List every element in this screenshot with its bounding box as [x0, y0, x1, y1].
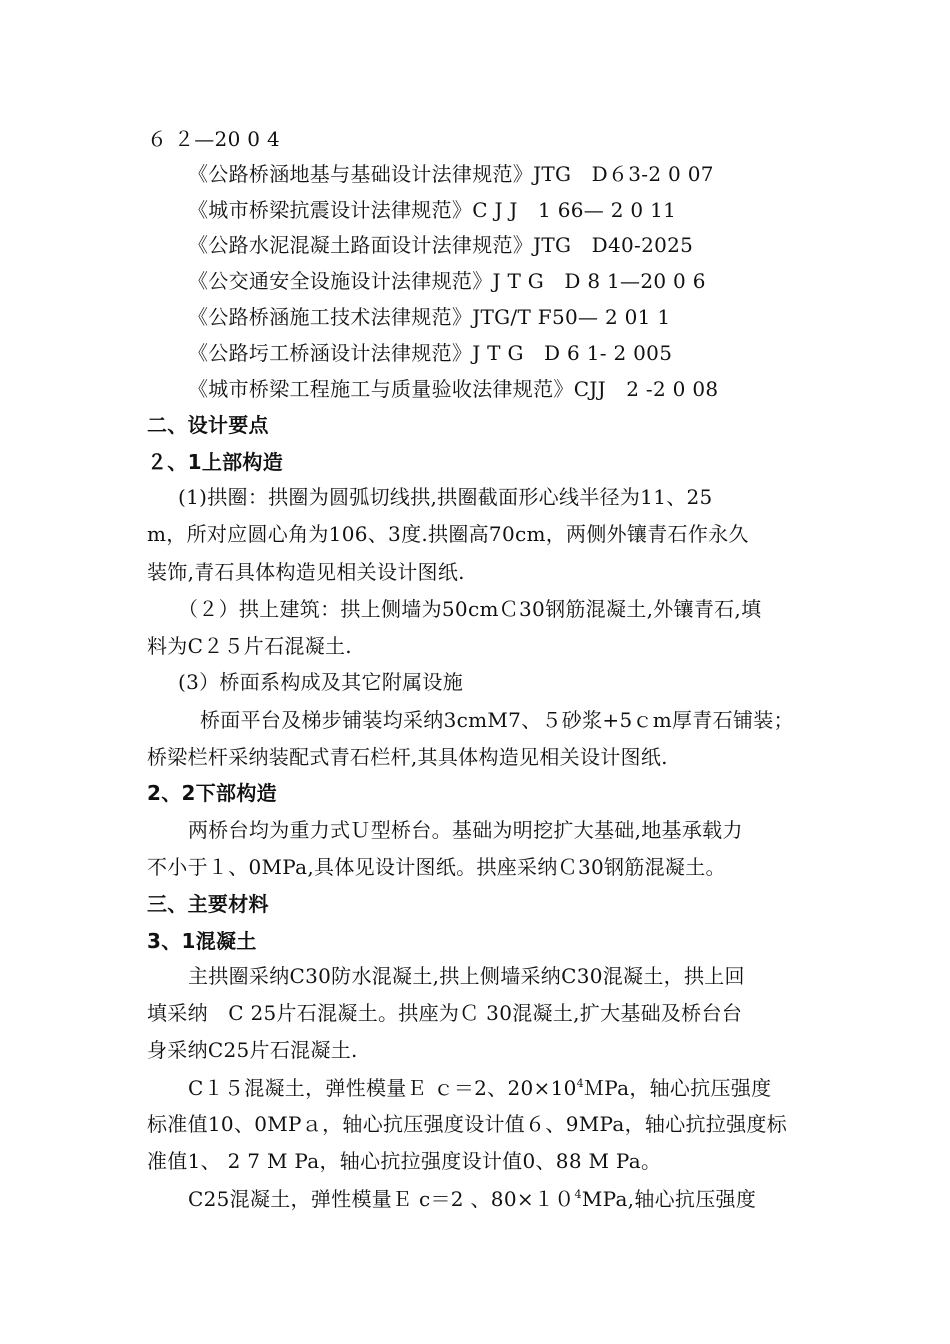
text-line: ６ ２—20 0 4	[147, 127, 280, 151]
paragraph-line: 不小于１、0MPa,具体见设计图纸。拱座采纳Ｃ30钢筋混凝土。	[147, 855, 726, 879]
paragraph-line: 主拱圈采纳C30防水混凝土,拱上侧墙采纳C30混凝土，拱上回	[188, 964, 745, 988]
text-segment: C25混凝土，弹性模量Ｅ c＝2 、80×１０	[188, 1187, 575, 1211]
paragraph-line: 准值1、 2 7 M Pa，轴心抗拉强度设计值0、88 M Pa。	[147, 1149, 662, 1173]
paragraph-line: （２）拱上建筑：拱上侧墙为50cmＣ30钢筋混凝土,外镶青石,填	[178, 597, 762, 621]
text-segment: ＭPa，轴心抗压强度	[583, 1076, 772, 1100]
reference-item: 《公路桥涵施工技术法律规范》JTG/T F50— 2 01 1	[188, 305, 671, 329]
paragraph-line: (1)拱圈：拱圈为圆弧切线拱,拱圈截面形心线半径为11、25	[178, 485, 713, 509]
reference-item: 《公路圬工桥涵设计法律规范》J T G D 6 1- 2 005	[188, 341, 673, 365]
section-heading: 二、设计要点	[147, 413, 269, 437]
paragraph-line	[188, 1187, 756, 1211]
reference-item: 《公交通安全设施设计法律规范》J T G D 8 1—20 0 6	[188, 269, 706, 293]
text-segment: C１５混凝土，弹性模量Ｅ ｃ＝2、20×10	[188, 1076, 577, 1100]
reference-item: 《城市桥梁工程施工与质量验收法律规范》CJJ 2 -2 0 08	[188, 377, 719, 401]
text-segment: MPa,轴心抗压强度	[581, 1187, 757, 1211]
paragraph-line	[188, 1076, 771, 1100]
reference-item: 《公路桥涵地基与基础设计法律规范》JTG D６3-2 0 07	[188, 162, 714, 186]
paragraph-line: m，所对应圆心角为106、3度.拱圈高70cm，两侧外镶青石作永久	[147, 522, 749, 546]
paragraph-line: 标准值10、0MPａ，轴心抗压强度设计值６、9MPa，轴心抗拉强度标	[147, 1112, 787, 1136]
subsection-heading: 2、2下部构造	[147, 781, 277, 805]
paragraph-line: 填采纳 C 25片石混凝土。拱座为Ｃ 30混凝土,扩大基础及桥台台	[147, 1001, 743, 1025]
paragraph-line: 身采纳C25片石混凝土.	[147, 1038, 358, 1062]
paragraph-line: 装饰,青石具体构造见相关设计图纸.	[147, 560, 465, 584]
paragraph-line: 料为C２５片石混凝土.	[147, 634, 352, 658]
paragraph-line: 桥面平台及梯步铺装均采纳3cmM7、５砂浆+5ｃm厚青石铺装；	[200, 708, 794, 732]
reference-item: 《公路水泥混凝土路面设计法律规范》JTG D40-2025	[188, 233, 694, 257]
superscript: 4	[576, 1077, 584, 1090]
superscript: 4	[574, 1188, 582, 1201]
paragraph-line: (3）桥面系构成及其它附属设施	[178, 670, 464, 694]
paragraph-line: 两桥台均为重力式Ｕ型桥台。基础为明挖扩大基础,地基承载力	[188, 818, 743, 842]
reference-item: 《城市桥梁抗震设计法律规范》C J J 1 66— 2 0 11	[188, 198, 677, 222]
section-heading: 三、主要材料	[147, 892, 269, 916]
subsection-heading: ２、1上部构造	[147, 450, 284, 474]
paragraph-line: 桥梁栏杆采纳装配式青石栏杆,其具体构造见相关设计图纸.	[147, 745, 668, 769]
subsection-heading: 3、1混凝土	[147, 929, 257, 953]
